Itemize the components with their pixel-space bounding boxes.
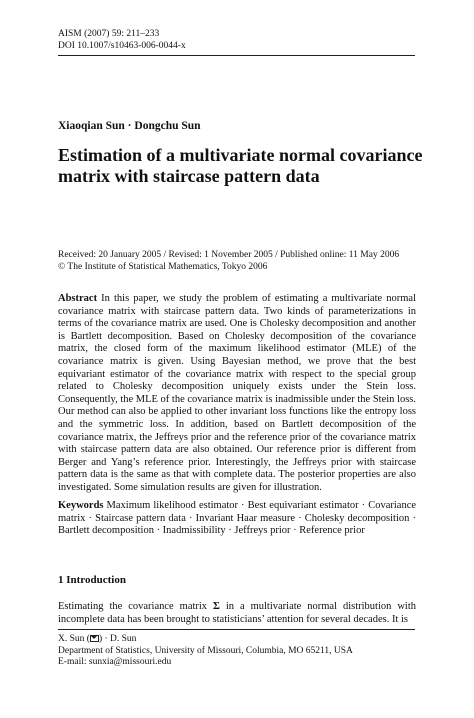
author-name-last: ) · D. Sun (98, 634, 137, 644)
abstract (58, 293, 416, 495)
section-heading-introduction: 1 Introduction (58, 574, 126, 586)
paper-title: Estimation of a multivariate normal covariance matrix with staircase pattern data (58, 145, 423, 186)
email-address[interactable]: E-mail: sunxia@missouri.edu (58, 657, 172, 667)
sigma-symbol: Σ (213, 601, 220, 612)
journal-header (58, 28, 186, 52)
abstract-label: Abstract (58, 293, 98, 304)
keywords-text: Maximum likelihood estimator · Best equivariant estimator · Covariance matrix · Staircase pattern data · Invariant Haar measure · Cholesky decomposition · Bartlett decomposition · Inadmissibility · Jeffreys prior · Reference prior (58, 500, 417, 537)
author-list: Xiaoqian Sun · Dongchu Sun (58, 120, 201, 132)
publication-history (58, 249, 428, 273)
header-divider (58, 55, 415, 56)
journal-citation: AISM (2007) 59: 211–233 (58, 29, 160, 39)
author-affiliation (58, 634, 428, 669)
intro-text-start: Estimating the covariance matrix (58, 601, 214, 612)
corresponding-authors (58, 634, 428, 646)
department-address: Department of Statistics, University of Missouri, Columbia, MO 65211, USA (58, 645, 353, 656)
keywords (58, 500, 416, 538)
copyright-notice: © The Institute of Statistical Mathematics, Tokyo 2006 (58, 262, 268, 272)
keywords-label: Keywords (58, 500, 104, 511)
abstract-text: In this paper, we study the problem of estimating a multivariate normal covariance matrix with staircase pattern data. Two kinds of parameterizations in terms of the covariance matrix are used. One is Cholesky decomposition and another is Bartlett decomposition. Based on Cholesky decomposition of the covariance matrix, the closed form of the maximum likelihood estimator (MLE) of the covariance matrix is given. Using Bayesian method, we prove that the best equivariant estimator of the covariance matrix with respect to the special group related to Cholesky decomposition uniquely exists under the Stein loss. Consequently, the MLE of the covariance matrix is inadmissible under the Stein loss. Our method can also be applied to other invariant loss functions like the entropy loss and the symmetric loss. In addition, based on Bartlett decomposition of the covariance matrix, the Jeffreys prior and the reference prior of the covariance matrix with staircase pattern data are also obtained. Our reference prior is different from Berger and Yang’s reference prior. Interestingly, the Jeffreys prior with staircase pattern data is the same as that with complete data. The posterior properties are also investigated. Some simulation results are given for illustration. (58, 293, 416, 493)
received-dates: Received: 20 January 2005 / Revised: 1 November 2005 / Published online: 11 May 2006 (58, 250, 400, 260)
introduction-text (58, 601, 416, 626)
doi: DOI 10.1007/s10463-006-0044-x (58, 41, 186, 51)
author-name-first: X. Sun ( (58, 634, 90, 644)
intro-text-end: in a multivariate normal distribution with incomplete data has been brought to statisticians’ attention for several decades. It is (58, 601, 416, 625)
envelope-icon (90, 635, 99, 642)
footnote-divider (58, 629, 415, 630)
